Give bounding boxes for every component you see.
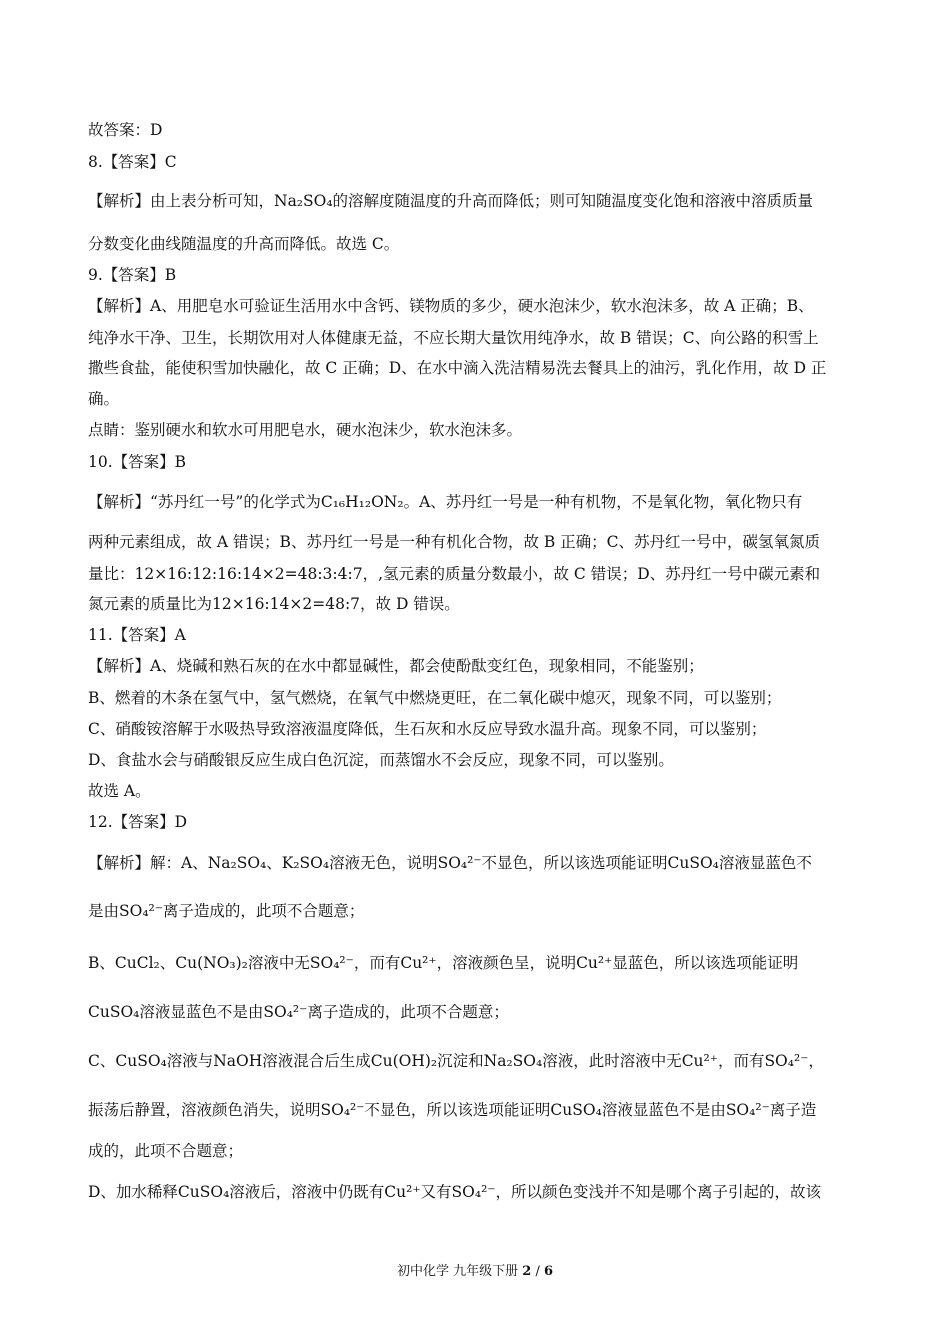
answer-heading: 8.【答案】C xyxy=(88,153,177,171)
text-line: 【解析】解：A、Na₂SO₄、K₂SO₄溶液无色，说明SO₄²⁻不显色，所以该选项能证明CuSO₄溶液显蓝色不 xyxy=(88,854,812,872)
text-line: 【解析】A、用肥皂水可验证生活用水中含钙、镁物质的多少，硬水泡沫少，软水泡沫多，故 A 正确；B、 xyxy=(88,297,814,315)
answer-heading: 11.【答案】A xyxy=(88,626,186,644)
answer-heading: 12.【答案】D xyxy=(88,813,188,831)
page-total: 6 xyxy=(543,1264,554,1279)
text-line: B、CuCl₂、Cu(NO₃)₂溶液中无SO₄²⁻，而有Cu²⁺，溶液颜色呈，说明Cu²⁺显蓝色，所以该选项能证明 xyxy=(88,954,799,972)
text-line: 振荡后静置，溶液颜色消失，说明SO₄²⁻不显色，所以该选项能证明CuSO₄溶液显蓝色不是由SO₄²⁻离子造 xyxy=(88,1101,817,1119)
text-line: 【解析】A、烧碱和熟石灰的在水中都显碱性，都会使酚酞变红色，现象相同，不能鉴别； xyxy=(88,657,704,675)
text-line: D、食盐水会与硝酸银反应生成白色沉淀，而蒸馏水不会反应，现象不同，可以鉴别。 xyxy=(88,751,674,769)
text-line: 两种元素组成，故 A 错误；B、苏丹红一号是一种有机化合物，故 B 正确；C、苏丹红一号中，碳氢氧氮质 xyxy=(88,533,821,551)
page-number: 2 xyxy=(522,1264,532,1279)
text-line: C、硝酸铵溶解于水吸热导致溶液温度降低，生石灰和水反应导致水温升高。现象不同，可以鉴别； xyxy=(88,720,767,738)
text-line: 确。 xyxy=(88,390,120,408)
text-line: 纯净水干净、卫生，长期饮用对人体健康无益，不应长期大量饮用纯净水，故 B 错误；C、向公路的积雪上 xyxy=(88,329,819,347)
text-line: 【解析】由上表分析可知，Na₂SO₄的溶解度随温度的升高而降低；则可知随温度变化饱和溶液中溶质质量 xyxy=(88,192,814,210)
answer-heading: 9.【答案】B xyxy=(88,266,177,284)
page-footer xyxy=(0,1262,950,1282)
text-line: D、加水稀释CuSO₄溶液后，溶液中仍既有Cu²⁺又有SO₄²⁻，所以颜色变浅并不知是哪个离子引起的，故该 xyxy=(88,1183,821,1201)
text-line: 撒些食盐，能使积雪加快融化，故 C 正确；D、在水中滴入洗洁精易洗去餐具上的油污，乳化作用，故 D 正 xyxy=(88,359,827,377)
text-line: C、CuSO₄溶液与NaOH溶液混合后生成Cu(OH)₂沉淀和Na₂SO₄溶液，此时溶液中无Cu²⁺，而有SO₄²⁻， xyxy=(88,1052,824,1070)
footer-title: 初中化学 九年级下册 xyxy=(396,1264,519,1279)
text-line: 故选 A。 xyxy=(88,782,151,800)
text-line: 是由SO₄²⁻离子造成的，此项不合题意； xyxy=(88,902,365,920)
text-line: 成的，此项不合题意； xyxy=(88,1142,244,1160)
text-line: 【解析】“苏丹红一号”的化学式为C₁₆H₁₂ON₂。A、苏丹红一号是一种有机物，不是氧化物，氧化物只有 xyxy=(88,493,803,511)
text-line: 氮元素的质量比为12×16:14×2=48:7，故 D 错误。 xyxy=(88,595,460,613)
page-separator: / xyxy=(531,1264,544,1279)
text-line: 故答案：D xyxy=(88,121,163,139)
text-line: B、燃着的木条在氢气中，氢气燃烧，在氧气中燃烧更旺，在二氧化碳中熄灭，现象不同，可以鉴别； xyxy=(88,689,782,707)
text-line: CuSO₄溶液显蓝色不是由SO₄²⁻离子造成的，此项不合题意； xyxy=(88,1003,509,1021)
answer-heading: 10.【答案】B xyxy=(88,453,187,471)
text-line: 分数变化曲线随温度的升高而降低。故选 C。 xyxy=(88,235,400,253)
text-line: 量比：12×16:12:16:14×2=48:3:4:7，,氢元素的质量分数最小，故 C 错误；D、苏丹红一号中碳元素和 xyxy=(88,565,821,583)
text-line: 点睛：鉴别硬水和软水可用肥皂水，硬水泡沫少，软水泡沫多。 xyxy=(88,421,523,439)
